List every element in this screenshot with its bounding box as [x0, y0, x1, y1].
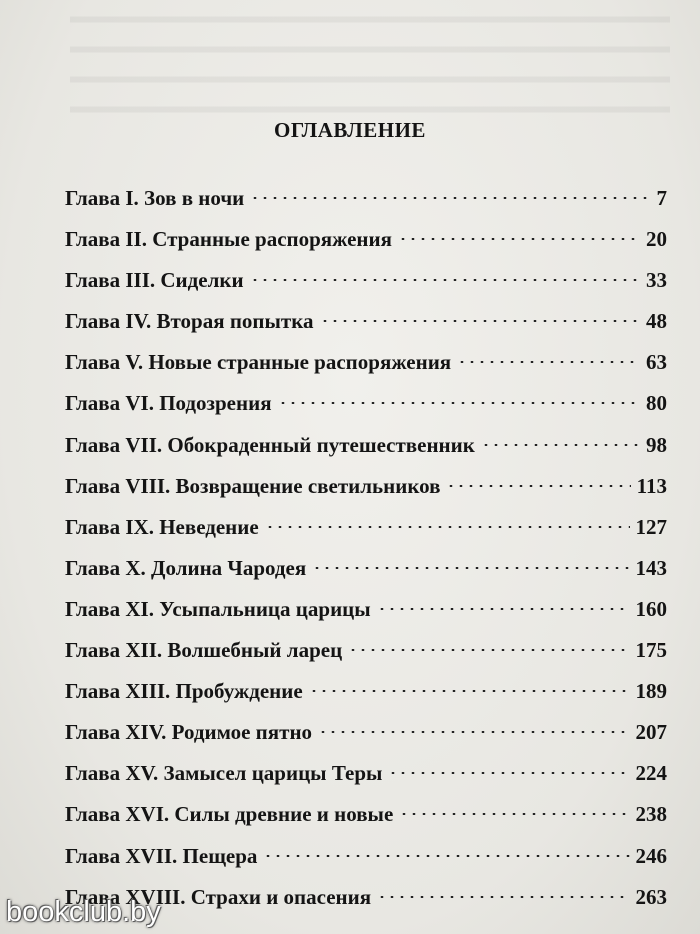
dot-leader — [250, 197, 650, 199]
dot-leader — [250, 279, 640, 281]
toc-entry — [65, 712, 667, 753]
toc-entry — [65, 548, 667, 589]
toc-entry-title: Глава VI. Подозрения — [65, 391, 272, 416]
dot-leader — [309, 690, 630, 692]
toc-entry-title: Глава XVI. Силы древние и новые — [65, 802, 394, 827]
toc-entry — [65, 178, 667, 219]
toc-entry-page: 63 — [646, 350, 667, 375]
dot-leader — [398, 238, 640, 240]
toc-entry-title: Глава XI. Усыпальница царицы — [65, 596, 371, 621]
dot-leader — [318, 731, 629, 733]
toc-entry-page: 143 — [635, 555, 667, 580]
toc-entry-title: Глава XII. Волшебный ларец — [65, 638, 343, 663]
toc-entry-page: 33 — [646, 268, 667, 293]
toc-entry-page: 160 — [635, 596, 667, 621]
toc-entry-page: 207 — [635, 720, 667, 745]
dot-leader — [348, 649, 629, 651]
toc-entry — [65, 383, 667, 424]
toc-entry-page: 48 — [646, 309, 667, 334]
toc-entry — [65, 794, 667, 835]
bleed-through-text — [70, 0, 670, 115]
toc-entry-page: 263 — [635, 884, 667, 909]
toc-entry-page: 20 — [646, 227, 667, 252]
toc-entry — [65, 425, 667, 466]
toc-entry-title: Глава VII. Обокраденный путешественник — [65, 432, 475, 457]
toc-entry-page: 189 — [635, 679, 667, 704]
toc-entry — [65, 342, 667, 383]
dot-leader — [388, 772, 629, 774]
page-title: ОГЛАВЛЕНИЕ — [274, 118, 426, 142]
dot-leader — [312, 567, 629, 569]
toc-entry-page: 246 — [635, 843, 667, 868]
toc-entry-title: Глава V. Новые странные распоряжения — [65, 350, 452, 375]
toc-entry-title: Глава I. Зов в ночи — [65, 186, 245, 210]
toc-entry — [65, 630, 667, 671]
toc-entry-title: Глава XIV. Родимое пятно — [65, 720, 313, 745]
watermark: bookclub.by — [6, 896, 161, 928]
toc-entry-title: Глава III. Сиделки — [65, 268, 244, 293]
toc-entry-title: Глава XIII. Пробуждение — [65, 679, 303, 704]
toc-entry — [65, 466, 667, 507]
toc-entry — [65, 753, 667, 794]
toc-entry-title: Глава XV. Замысел царицы Теры — [65, 761, 383, 786]
toc-entry-title: Глава XVIII. Страхи и опасения — [65, 884, 372, 909]
dot-leader — [457, 361, 640, 363]
toc-entry — [65, 671, 667, 712]
toc-entry-title: Глава X. Долина Чародея — [65, 555, 307, 580]
dot-leader — [263, 855, 629, 857]
toc-entry-page: 175 — [635, 638, 667, 663]
toc-entry — [65, 219, 667, 260]
toc-entry-page: 127 — [635, 514, 667, 539]
toc-entry-title: Глава IV. Вторая попытка — [65, 309, 314, 334]
dot-leader — [377, 896, 629, 898]
dot-leader — [399, 813, 629, 815]
table-of-contents — [65, 178, 667, 918]
toc-entry — [65, 507, 667, 548]
dot-leader — [481, 444, 640, 446]
toc-entry-page: 113 — [636, 473, 667, 498]
toc-entry-page: 238 — [635, 802, 667, 827]
toc-entry — [65, 301, 667, 342]
toc-entry — [65, 589, 667, 630]
toc-entry-title: Глава II. Странные распоряжения — [65, 227, 392, 252]
toc-entry-title: Глава VIII. Возвращение светильников — [65, 473, 441, 498]
toc-entry-title: Глава XVII. Пещера — [65, 843, 258, 868]
dot-leader — [377, 608, 630, 610]
dot-leader — [320, 320, 640, 322]
dot-leader — [265, 526, 630, 528]
dot-leader — [446, 485, 630, 487]
toc-entry-title: Глава IX. Неведение — [65, 514, 259, 539]
toc-entry — [65, 836, 667, 877]
toc-entry-page: 224 — [635, 761, 667, 786]
dot-leader — [278, 402, 640, 404]
toc-entry-page: 98 — [646, 432, 667, 457]
toc-entry-page: 80 — [646, 391, 667, 416]
toc-entry — [65, 260, 667, 301]
toc-entry-page: 7 — [656, 186, 667, 210]
